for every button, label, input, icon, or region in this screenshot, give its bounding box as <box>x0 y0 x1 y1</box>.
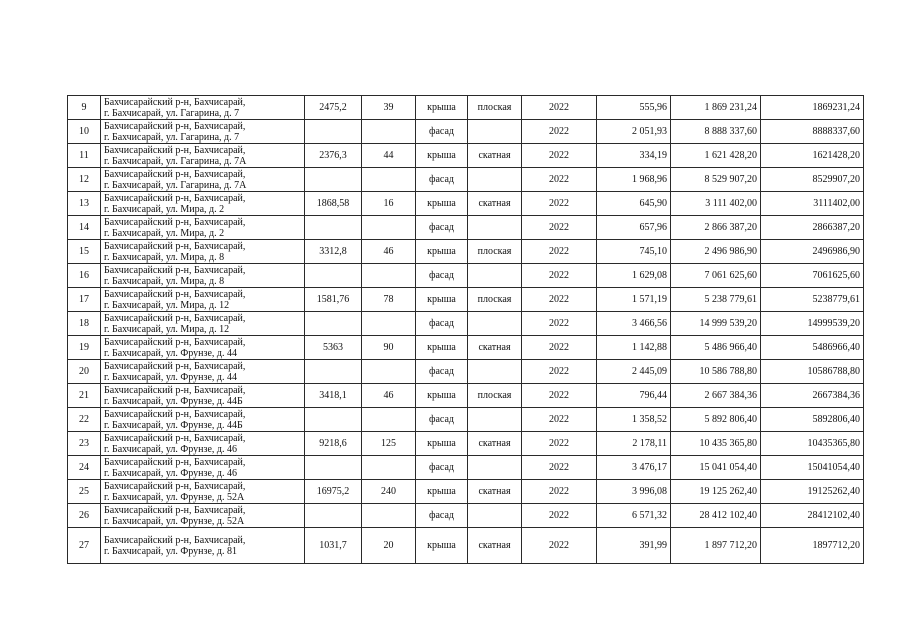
roof-type-cell <box>468 360 522 384</box>
row-number-cell: 18 <box>68 312 101 336</box>
address-line-2: г. Бахчисарай, ул. Мира, д. 12 <box>104 299 230 311</box>
address-cell <box>101 360 305 384</box>
total-cell: 15041054,40 <box>761 456 864 480</box>
element-cell: крыша <box>416 336 468 360</box>
address-line-1: Бахчисарайский р-н, Бахчисарай, <box>104 432 246 444</box>
units-cell <box>362 264 416 288</box>
element-cell: фасад <box>416 216 468 240</box>
roof-type-cell <box>468 408 522 432</box>
unit-cost-cell: 2 178,11 <box>597 432 671 456</box>
table-body <box>68 96 864 564</box>
element-cell: крыша <box>416 480 468 504</box>
roof-type-cell: плоская <box>468 96 522 120</box>
element-cell: крыша <box>416 240 468 264</box>
table-row <box>68 360 864 384</box>
row-number-cell: 13 <box>68 192 101 216</box>
total-cell: 14999539,20 <box>761 312 864 336</box>
unit-cost-cell: 2 051,93 <box>597 120 671 144</box>
address-line-1: Бахчисарайский р-н, Бахчисарай, <box>104 168 246 180</box>
table-row <box>68 384 864 408</box>
unit-cost-cell: 391,99 <box>597 528 671 564</box>
unit-cost-cell: 796,44 <box>597 384 671 408</box>
units-cell: 125 <box>362 432 416 456</box>
element-cell: фасад <box>416 168 468 192</box>
year-cell: 2022 <box>522 264 597 288</box>
area-cell <box>305 456 362 480</box>
units-cell <box>362 168 416 192</box>
table-row <box>68 96 864 120</box>
address-line-1: Бахчисарайский р-н, Бахчисарай, <box>104 216 246 228</box>
sum-cell: 2 667 384,36 <box>671 384 761 408</box>
element-cell: крыша <box>416 288 468 312</box>
unit-cost-cell: 334,19 <box>597 144 671 168</box>
roof-type-cell <box>468 120 522 144</box>
table-row <box>68 216 864 240</box>
sum-cell: 5 486 966,40 <box>671 336 761 360</box>
address-cell <box>101 408 305 432</box>
element-cell: фасад <box>416 264 468 288</box>
units-cell: 46 <box>362 384 416 408</box>
year-cell: 2022 <box>522 384 597 408</box>
sum-cell: 7 061 625,60 <box>671 264 761 288</box>
year-cell: 2022 <box>522 192 597 216</box>
address-line-2: г. Бахчисарай, ул. Мира, д. 8 <box>104 251 225 263</box>
address-line-2: г. Бахчисарай, ул. Фрунзе, д. 46 <box>104 443 237 455</box>
table-row <box>68 264 864 288</box>
row-number-cell: 19 <box>68 336 101 360</box>
units-cell <box>362 504 416 528</box>
address-line-2: г. Бахчисарай, ул. Фрунзе, д. 44Б <box>104 395 243 407</box>
address-line-1: Бахчисарайский р-н, Бахчисарай, <box>104 288 246 300</box>
element-cell: крыша <box>416 384 468 408</box>
row-number-cell: 24 <box>68 456 101 480</box>
roof-type-cell: скатная <box>468 528 522 564</box>
year-cell: 2022 <box>522 480 597 504</box>
element-cell: крыша <box>416 528 468 564</box>
year-cell: 2022 <box>522 336 597 360</box>
total-cell: 5486966,40 <box>761 336 864 360</box>
year-cell: 2022 <box>522 240 597 264</box>
unit-cost-cell: 1 571,19 <box>597 288 671 312</box>
row-number-cell: 21 <box>68 384 101 408</box>
total-cell: 2496986,90 <box>761 240 864 264</box>
units-cell: 16 <box>362 192 416 216</box>
element-cell: крыша <box>416 96 468 120</box>
roof-type-cell: скатная <box>468 144 522 168</box>
sum-cell: 3 111 402,00 <box>671 192 761 216</box>
repair-table <box>67 95 864 564</box>
total-cell: 3111402,00 <box>761 192 864 216</box>
address-cell <box>101 168 305 192</box>
element-cell: крыша <box>416 144 468 168</box>
total-cell: 8529907,20 <box>761 168 864 192</box>
units-cell <box>362 120 416 144</box>
total-cell: 10586788,80 <box>761 360 864 384</box>
address-cell <box>101 528 305 564</box>
address-line-1: Бахчисарайский р-н, Бахчисарай, <box>104 336 246 348</box>
table-row <box>68 120 864 144</box>
address-line-2: г. Бахчисарай, ул. Фрунзе, д. 81 <box>104 545 237 557</box>
element-cell: крыша <box>416 432 468 456</box>
sum-cell: 14 999 539,20 <box>671 312 761 336</box>
area-cell <box>305 504 362 528</box>
area-cell <box>305 120 362 144</box>
roof-type-cell <box>468 312 522 336</box>
year-cell: 2022 <box>522 216 597 240</box>
unit-cost-cell: 1 968,96 <box>597 168 671 192</box>
element-cell: фасад <box>416 360 468 384</box>
address-cell <box>101 192 305 216</box>
address-cell <box>101 456 305 480</box>
table-row <box>68 168 864 192</box>
total-cell: 1869231,24 <box>761 96 864 120</box>
address-line-1: Бахчисарайский р-н, Бахчисарай, <box>104 144 246 156</box>
year-cell: 2022 <box>522 528 597 564</box>
total-cell: 8888337,60 <box>761 120 864 144</box>
address-cell <box>101 264 305 288</box>
table-row <box>68 288 864 312</box>
total-cell: 5892806,40 <box>761 408 864 432</box>
units-cell <box>362 360 416 384</box>
year-cell: 2022 <box>522 504 597 528</box>
row-number-cell: 20 <box>68 360 101 384</box>
total-cell: 2667384,36 <box>761 384 864 408</box>
area-cell <box>305 408 362 432</box>
row-number-cell: 16 <box>68 264 101 288</box>
address-line-1: Бахчисарайский р-н, Бахчисарай, <box>104 504 246 516</box>
roof-type-cell <box>468 216 522 240</box>
unit-cost-cell: 1 142,88 <box>597 336 671 360</box>
table-row <box>68 528 864 564</box>
address-line-1: Бахчисарайский р-н, Бахчисарай, <box>104 264 246 276</box>
sum-cell: 1 621 428,20 <box>671 144 761 168</box>
unit-cost-cell: 745,10 <box>597 240 671 264</box>
address-cell <box>101 480 305 504</box>
address-line-1: Бахчисарайский р-н, Бахчисарай, <box>104 384 246 396</box>
address-cell <box>101 240 305 264</box>
row-number-cell: 27 <box>68 528 101 564</box>
address-cell <box>101 312 305 336</box>
row-number-cell: 11 <box>68 144 101 168</box>
units-cell <box>362 456 416 480</box>
address-line-2: г. Бахчисарай, ул. Гагарина, д. 7 <box>104 107 240 119</box>
roof-type-cell: скатная <box>468 480 522 504</box>
element-cell: фасад <box>416 456 468 480</box>
roof-type-cell: плоская <box>468 288 522 312</box>
address-cell <box>101 144 305 168</box>
sum-cell: 8 529 907,20 <box>671 168 761 192</box>
table-row <box>68 312 864 336</box>
unit-cost-cell: 3 476,17 <box>597 456 671 480</box>
row-number-cell: 22 <box>68 408 101 432</box>
sum-cell: 1 897 712,20 <box>671 528 761 564</box>
address-line-1: Бахчисарайский р-н, Бахчисарай, <box>104 534 246 546</box>
year-cell: 2022 <box>522 312 597 336</box>
roof-type-cell <box>468 264 522 288</box>
year-cell: 2022 <box>522 360 597 384</box>
row-number-cell: 17 <box>68 288 101 312</box>
year-cell: 2022 <box>522 168 597 192</box>
element-cell: крыша <box>416 192 468 216</box>
sum-cell: 2 496 986,90 <box>671 240 761 264</box>
address-cell <box>101 96 305 120</box>
table-row <box>68 504 864 528</box>
units-cell <box>362 216 416 240</box>
area-cell: 9218,6 <box>305 432 362 456</box>
address-line-2: г. Бахчисарай, ул. Фрунзе, д. 44Б <box>104 419 243 431</box>
total-cell: 28412102,40 <box>761 504 864 528</box>
units-cell <box>362 312 416 336</box>
total-cell: 7061625,60 <box>761 264 864 288</box>
address-line-2: г. Бахчисарай, ул. Мира, д. 8 <box>104 275 225 287</box>
address-cell <box>101 120 305 144</box>
units-cell <box>362 408 416 432</box>
address-line-2: г. Бахчисарай, ул. Фрунзе, д. 52А <box>104 515 245 527</box>
address-cell <box>101 432 305 456</box>
roof-type-cell: скатная <box>468 336 522 360</box>
element-cell: фасад <box>416 312 468 336</box>
area-cell <box>305 168 362 192</box>
area-cell: 1581,76 <box>305 288 362 312</box>
total-cell: 5238779,61 <box>761 288 864 312</box>
units-cell: 78 <box>362 288 416 312</box>
unit-cost-cell: 645,90 <box>597 192 671 216</box>
unit-cost-cell: 6 571,32 <box>597 504 671 528</box>
address-line-1: Бахчисарайский р-н, Бахчисарай, <box>104 192 246 204</box>
address-line-2: г. Бахчисарай, ул. Гагарина, д. 7А <box>104 179 247 191</box>
roof-type-cell: плоская <box>468 240 522 264</box>
table-row <box>68 432 864 456</box>
address-cell <box>101 384 305 408</box>
address-line-1: Бахчисарайский р-н, Бахчисарай, <box>104 120 246 132</box>
element-cell: фасад <box>416 408 468 432</box>
element-cell: фасад <box>416 120 468 144</box>
unit-cost-cell: 1 358,52 <box>597 408 671 432</box>
table-row <box>68 144 864 168</box>
address-line-2: г. Бахчисарай, ул. Фрунзе, д. 44 <box>104 371 237 383</box>
year-cell: 2022 <box>522 120 597 144</box>
area-cell: 5363 <box>305 336 362 360</box>
total-cell: 1621428,20 <box>761 144 864 168</box>
area-cell: 16975,2 <box>305 480 362 504</box>
row-number-cell: 14 <box>68 216 101 240</box>
area-cell: 3312,8 <box>305 240 362 264</box>
table-row <box>68 408 864 432</box>
year-cell: 2022 <box>522 288 597 312</box>
roof-type-cell: скатная <box>468 192 522 216</box>
area-cell: 3418,1 <box>305 384 362 408</box>
address-cell <box>101 336 305 360</box>
area-cell <box>305 216 362 240</box>
row-number-cell: 26 <box>68 504 101 528</box>
area-cell: 1868,58 <box>305 192 362 216</box>
table-row <box>68 240 864 264</box>
address-line-2: г. Бахчисарай, ул. Гагарина, д. 7А <box>104 155 247 167</box>
address-line-1: Бахчисарайский р-н, Бахчисарай, <box>104 456 246 468</box>
area-cell: 2376,3 <box>305 144 362 168</box>
year-cell: 2022 <box>522 456 597 480</box>
row-number-cell: 10 <box>68 120 101 144</box>
unit-cost-cell: 2 445,09 <box>597 360 671 384</box>
row-number-cell: 9 <box>68 96 101 120</box>
address-line-2: г. Бахчисарай, ул. Фрунзе, д. 46 <box>104 467 237 479</box>
address-line-2: г. Бахчисарай, ул. Фрунзе, д. 44 <box>104 347 237 359</box>
area-cell: 2475,2 <box>305 96 362 120</box>
table-row <box>68 480 864 504</box>
units-cell: 39 <box>362 96 416 120</box>
address-line-2: г. Бахчисарай, ул. Мира, д. 2 <box>104 203 225 215</box>
roof-type-cell: скатная <box>468 432 522 456</box>
year-cell: 2022 <box>522 96 597 120</box>
address-line-2: г. Бахчисарай, ул. Фрунзе, д. 52А <box>104 491 245 503</box>
unit-cost-cell: 3 996,08 <box>597 480 671 504</box>
units-cell: 240 <box>362 480 416 504</box>
unit-cost-cell: 3 466,56 <box>597 312 671 336</box>
row-number-cell: 12 <box>68 168 101 192</box>
total-cell: 2866387,20 <box>761 216 864 240</box>
address-line-1: Бахчисарайский р-н, Бахчисарай, <box>104 408 246 420</box>
sum-cell: 10 435 365,80 <box>671 432 761 456</box>
total-cell: 1897712,20 <box>761 528 864 564</box>
table-row <box>68 336 864 360</box>
sum-cell: 5 238 779,61 <box>671 288 761 312</box>
element-cell: фасад <box>416 504 468 528</box>
sum-cell: 15 041 054,40 <box>671 456 761 480</box>
area-cell: 1031,7 <box>305 528 362 564</box>
units-cell: 20 <box>362 528 416 564</box>
address-line-1: Бахчисарайский р-н, Бахчисарай, <box>104 360 246 372</box>
roof-type-cell <box>468 456 522 480</box>
address-line-2: г. Бахчисарай, ул. Мира, д. 12 <box>104 323 230 335</box>
year-cell: 2022 <box>522 408 597 432</box>
year-cell: 2022 <box>522 144 597 168</box>
units-cell: 44 <box>362 144 416 168</box>
row-number-cell: 23 <box>68 432 101 456</box>
address-line-2: г. Бахчисарай, ул. Гагарина, д. 7 <box>104 131 240 143</box>
unit-cost-cell: 657,96 <box>597 216 671 240</box>
sum-cell: 2 866 387,20 <box>671 216 761 240</box>
year-cell: 2022 <box>522 432 597 456</box>
roof-type-cell <box>468 504 522 528</box>
row-number-cell: 25 <box>68 480 101 504</box>
sum-cell: 28 412 102,40 <box>671 504 761 528</box>
roof-type-cell: плоская <box>468 384 522 408</box>
area-cell <box>305 264 362 288</box>
address-cell <box>101 504 305 528</box>
sum-cell: 19 125 262,40 <box>671 480 761 504</box>
row-number-cell: 15 <box>68 240 101 264</box>
sum-cell: 5 892 806,40 <box>671 408 761 432</box>
address-line-1: Бахчисарайский р-н, Бахчисарай, <box>104 96 246 108</box>
total-cell: 10435365,80 <box>761 432 864 456</box>
units-cell: 90 <box>362 336 416 360</box>
address-line-2: г. Бахчисарай, ул. Мира, д. 2 <box>104 227 225 239</box>
address-cell <box>101 216 305 240</box>
address-line-1: Бахчисарайский р-н, Бахчисарай, <box>104 312 246 324</box>
total-cell: 19125262,40 <box>761 480 864 504</box>
area-cell <box>305 312 362 336</box>
sum-cell: 8 888 337,60 <box>671 120 761 144</box>
sum-cell: 10 586 788,80 <box>671 360 761 384</box>
table-row <box>68 456 864 480</box>
unit-cost-cell: 1 629,08 <box>597 264 671 288</box>
area-cell <box>305 360 362 384</box>
sum-cell: 1 869 231,24 <box>671 96 761 120</box>
address-line-1: Бахчисарайский р-н, Бахчисарай, <box>104 240 246 252</box>
table-row <box>68 192 864 216</box>
units-cell: 46 <box>362 240 416 264</box>
address-cell <box>101 288 305 312</box>
unit-cost-cell: 555,96 <box>597 96 671 120</box>
roof-type-cell <box>468 168 522 192</box>
address-line-1: Бахчисарайский р-н, Бахчисарай, <box>104 480 246 492</box>
